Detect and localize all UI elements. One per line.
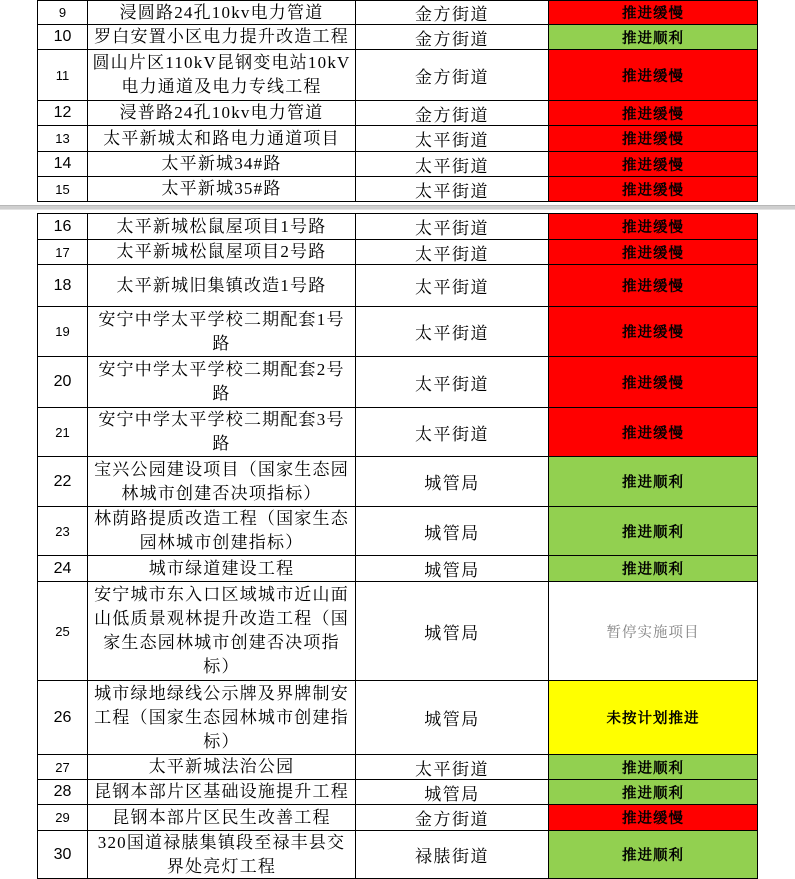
- responsible-unit: 太平街道: [356, 214, 549, 240]
- responsible-unit: 太平街道: [356, 755, 549, 780]
- progress-status: 推进顺利: [549, 457, 758, 507]
- table-row: [38, 126, 758, 152]
- table-row: [38, 240, 758, 265]
- project-name: 太平新城松鼠屋项目1号路: [88, 214, 356, 240]
- table-row: [38, 307, 758, 357]
- responsible-unit: 太平街道: [356, 357, 549, 408]
- table-row: [38, 101, 758, 126]
- responsible-unit: 金方街道: [356, 805, 549, 831]
- table-row: [38, 408, 758, 457]
- project-name: 圆山片区110kV昆钢变电站10kV 电力通道及电力专线工程: [88, 50, 356, 101]
- table-row: [38, 755, 758, 780]
- progress-status: 暂停实施项目: [549, 582, 758, 681]
- table-row: [38, 780, 758, 805]
- progress-status: 未按计划推进: [549, 681, 758, 755]
- responsible-unit: 禄脿街道: [356, 831, 549, 879]
- project-name: 宝兴公园建设项目（国家生态园 林城市创建否决项指标）: [88, 457, 356, 507]
- progress-status: 推进缓慢: [549, 408, 758, 457]
- responsible-unit: 金方街道: [356, 50, 549, 101]
- row-number: 13: [38, 126, 88, 152]
- project-name: 太平新城松鼠屋项目2号路: [88, 240, 356, 265]
- page-break-separator: [0, 205, 795, 210]
- project-name: 罗白安置小区电力提升改造工程: [88, 25, 356, 50]
- progress-status: 推进顺利: [549, 755, 758, 780]
- table-row: [38, 507, 758, 556]
- project-name: 浸圆路24孔10kv电力管道: [88, 1, 356, 25]
- responsible-unit: 太平街道: [356, 265, 549, 307]
- table-row: [38, 177, 758, 202]
- row-number: 25: [38, 582, 88, 681]
- responsible-unit: 金方街道: [356, 25, 549, 50]
- project-name: 城市绿道建设工程: [88, 556, 356, 582]
- project-name: 太平新城太和路电力通道项目: [88, 126, 356, 152]
- progress-status: 推进缓慢: [549, 50, 758, 101]
- table-row: [38, 681, 758, 755]
- row-number: 17: [38, 240, 88, 265]
- row-number: 20: [38, 357, 88, 408]
- responsible-unit: 城管局: [356, 582, 549, 681]
- progress-status: 推进顺利: [549, 507, 758, 556]
- table-row: [38, 457, 758, 507]
- responsible-unit: 太平街道: [356, 126, 549, 152]
- responsible-unit: 太平街道: [356, 152, 549, 177]
- progress-status: 推进顺利: [549, 25, 758, 50]
- progress-status: 推进顺利: [549, 780, 758, 805]
- table-row: [38, 50, 758, 101]
- table-row: [38, 582, 758, 681]
- progress-status: 推进顺利: [549, 831, 758, 879]
- project-name: 太平新城旧集镇改造1号路: [88, 265, 356, 307]
- table-row: [38, 152, 758, 177]
- table-row: [38, 265, 758, 307]
- row-number: 9: [38, 1, 88, 25]
- project-name: 320国道禄脿集镇段至禄丰县交 界处亮灯工程: [88, 831, 356, 879]
- progress-status: 推进缓慢: [549, 177, 758, 202]
- progress-status: 推进缓慢: [549, 214, 758, 240]
- progress-status: 推进缓慢: [549, 1, 758, 25]
- project-name: 安宁中学太平学校二期配套1号 路: [88, 307, 356, 357]
- table-row: [38, 214, 758, 240]
- progress-status: 推进缓慢: [549, 265, 758, 307]
- row-number: 11: [38, 50, 88, 101]
- row-number: 14: [38, 152, 88, 177]
- row-number: 30: [38, 831, 88, 879]
- row-number: 16: [38, 214, 88, 240]
- progress-status: 推进缓慢: [549, 805, 758, 831]
- progress-status: 推进缓慢: [549, 307, 758, 357]
- table-row: [38, 1, 758, 25]
- row-number: 21: [38, 408, 88, 457]
- row-number: 15: [38, 177, 88, 202]
- row-number: 10: [38, 25, 88, 50]
- progress-status: 推进缓慢: [549, 240, 758, 265]
- responsible-unit: 城管局: [356, 457, 549, 507]
- project-name: 太平新城法治公园: [88, 755, 356, 780]
- progress-status: 推进缓慢: [549, 152, 758, 177]
- responsible-unit: 太平街道: [356, 408, 549, 457]
- row-number: 29: [38, 805, 88, 831]
- row-number: 22: [38, 457, 88, 507]
- progress-status: 推进缓慢: [549, 101, 758, 126]
- project-name: 城市绿地绿线公示牌及界牌制安 工程（国家生态园林城市创建指 标）: [88, 681, 356, 755]
- responsible-unit: 太平街道: [356, 307, 549, 357]
- row-number: 28: [38, 780, 88, 805]
- row-number: 24: [38, 556, 88, 582]
- progress-status: 推进顺利: [549, 556, 758, 582]
- project-name: 林荫路提质改造工程（国家生态 园林城市创建指标）: [88, 507, 356, 556]
- project-name: 太平新城34#路: [88, 152, 356, 177]
- table-row: [38, 831, 758, 879]
- project-name: 昆钢本部片区基础设施提升工程: [88, 780, 356, 805]
- progress-status: 推进缓慢: [549, 126, 758, 152]
- table-row: [38, 805, 758, 831]
- project-name: 太平新城35#路: [88, 177, 356, 202]
- responsible-unit: 金方街道: [356, 101, 549, 126]
- table-row: [38, 357, 758, 408]
- row-number: 18: [38, 265, 88, 307]
- row-number: 27: [38, 755, 88, 780]
- responsible-unit: 城管局: [356, 681, 549, 755]
- project-table-page-2: [37, 213, 758, 879]
- project-name: 安宁城市东入口区域城市近山面 山低质景观林提升改造工程（国 家生态园林城市创建否决项指 标）: [88, 582, 356, 681]
- responsible-unit: 金方街道: [356, 1, 549, 25]
- row-number: 19: [38, 307, 88, 357]
- progress-status: 推进缓慢: [549, 357, 758, 408]
- project-name: 安宁中学太平学校二期配套3号 路: [88, 408, 356, 457]
- project-name: 昆钢本部片区民生改善工程: [88, 805, 356, 831]
- table-row: [38, 556, 758, 582]
- row-number: 26: [38, 681, 88, 755]
- table-row: [38, 25, 758, 50]
- project-name: 浸普路24孔10kv电力管道: [88, 101, 356, 126]
- project-name: 安宁中学太平学校二期配套2号 路: [88, 357, 356, 408]
- row-number: 12: [38, 101, 88, 126]
- responsible-unit: 城管局: [356, 780, 549, 805]
- row-number: 23: [38, 507, 88, 556]
- responsible-unit: 太平街道: [356, 177, 549, 202]
- project-table-page-1: [37, 0, 758, 202]
- responsible-unit: 太平街道: [356, 240, 549, 265]
- responsible-unit: 城管局: [356, 507, 549, 556]
- responsible-unit: 城管局: [356, 556, 549, 582]
